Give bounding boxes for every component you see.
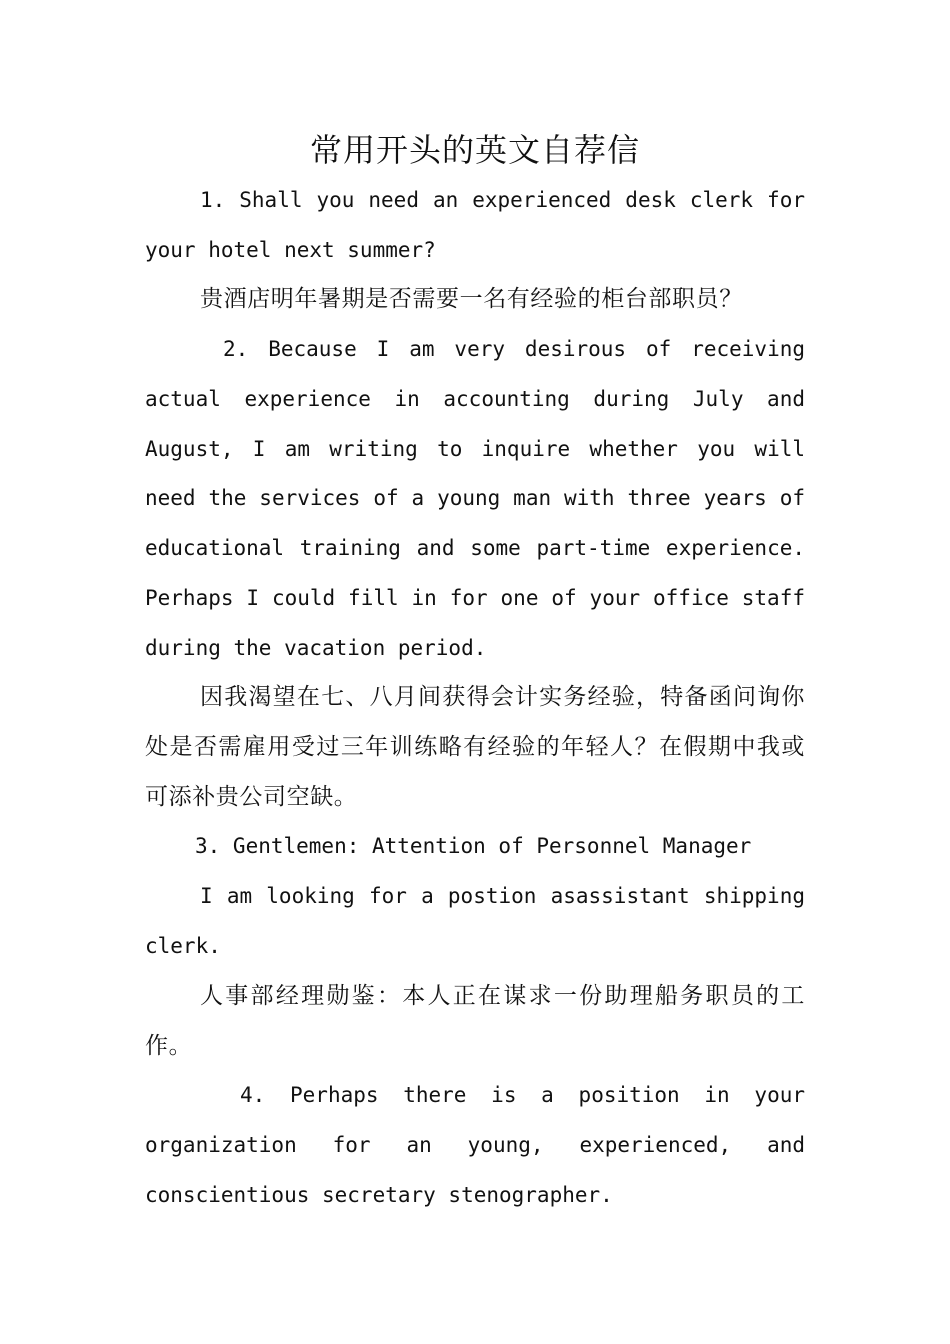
paragraph-1-english: 1. Shall you need an experienced desk clerk for your hotel next summer? [145, 188, 805, 262]
document-title: 常用开头的英文自荐信 [309, 131, 640, 169]
paragraph-4-english: 4. Perhaps there is a position in your organization for an young, experienced, and conscientious secretary stenographer. [145, 1083, 805, 1207]
paragraph-3-chinese: 人事部经理勋鉴：本人正在谋求一份助理船务职员的工作。 [145, 983, 805, 1059]
paragraph-1-chinese: 贵酒店明年暑期是否需要一名有经验的柜台部职员？ [200, 286, 743, 312]
paragraph-2-english: 2. Because I am very desirous of receiving actual experience in accounting during July and August, I am writing to inquire whether you will need the services of a young man with three years of educational training and some part-time experience. Perhaps I could fill in for one of your office staff during the vacation period. [145, 337, 805, 660]
paragraph-3-english: I am looking for a postion asassistant shipping clerk. [145, 884, 805, 958]
paragraph-3-heading: 3. Gentlemen: Attention of Personnel Manager [195, 834, 752, 858]
paragraph-2-chinese: 因我渴望在七、八月间获得会计实务经验，特备函问询你处是否需雇用受过三年训练略有经验的年轻人？在假期中我或可添补贵公司空缺。 [145, 684, 805, 810]
